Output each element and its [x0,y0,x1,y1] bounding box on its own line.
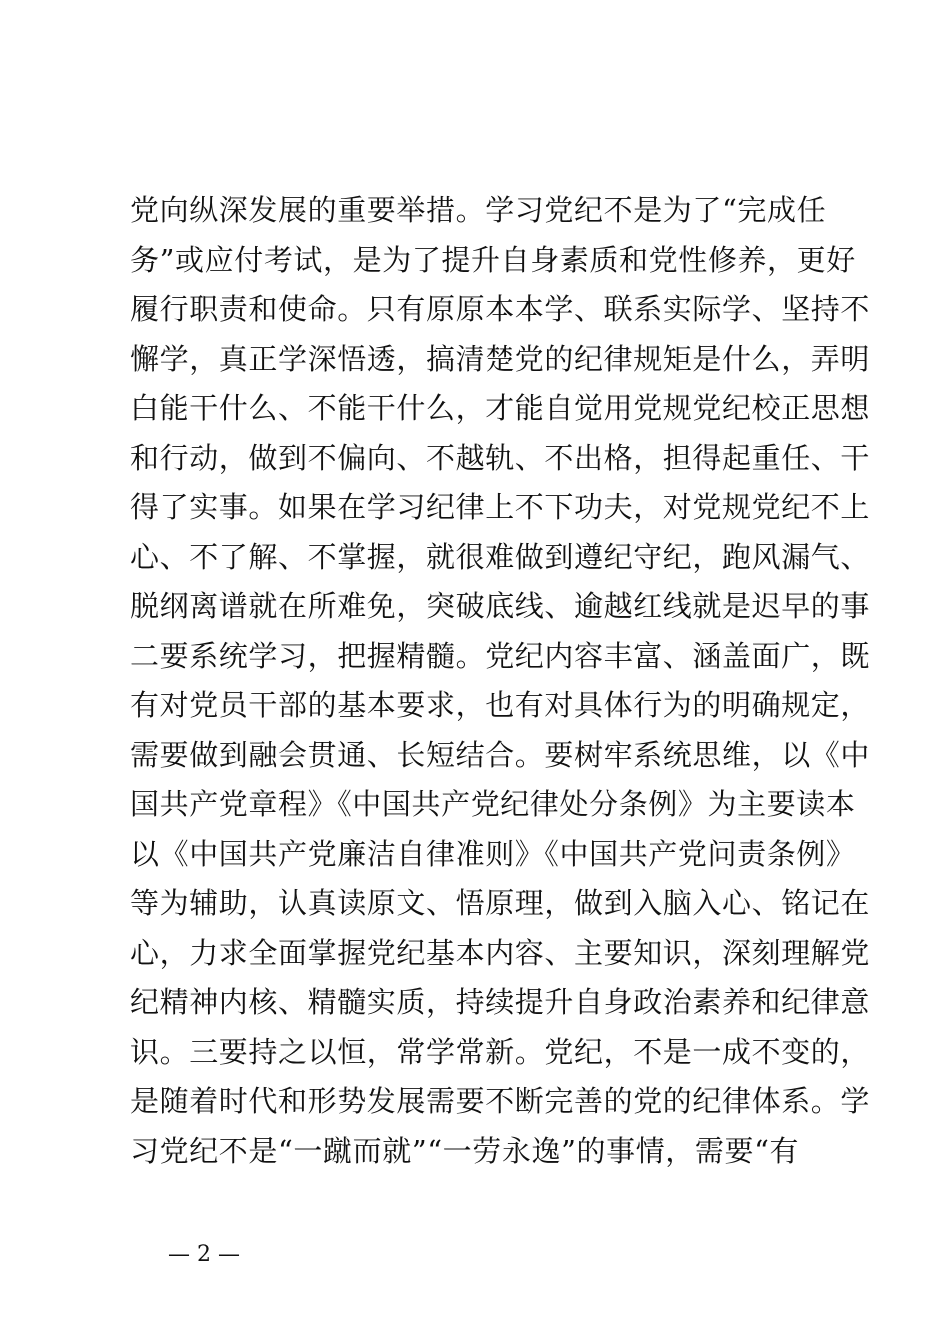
text-line: 和行动，做到不偏向、不越轨、不出格，担得起重任、干 [130,440,871,475]
text-line: 习党纪不是“一蹴而就”“一劳永逸”的事情，需要“有 [130,1133,800,1168]
text-line: 心，力求全面掌握党纪基本内容、主要知识，深刻理解党 [130,935,871,970]
page-number: — 2 — [168,1242,240,1267]
text-line: 心、不了解、不掌握，就很难做到遵纪守纪，跑风漏气、 [130,539,871,574]
text-line: 务”或应付考试，是为了提升自身素质和党性修养，更好 [130,242,856,277]
text-line: 需要做到融会贯通、长短结合。要树牢系统思维，以《中 [130,737,871,772]
text-line: 得了实事。如果在学习纪律上不下功夫，对党规党纪不上 [130,490,871,524]
text-line: 国共产党章程》《中国共产党纪律处分条例》为主要读本 [130,787,856,821]
text-line: 党向纵深发展的重要举措。学习党纪不是为了“完成任 [130,193,827,227]
text-line: 等为辅助，认真读原文、悟原理，做到入脑入心、铭记在 [130,886,871,920]
body-text [130,186,871,1176]
text-line: 履行职责和使命。只有原原本本学、联系实际学、坚持不 [130,292,871,326]
text-line: 识。三要持之以恒，常学常新。党纪，不是一成不变的， [130,1034,871,1069]
text-line: 纪精神内核、精髓实质，持续提升自身政治素养和纪律意 [130,985,871,1019]
text-line: 是随着时代和形势发展需要不断完善的党的纪律体系。学 [130,1084,871,1118]
text-line: 有对党员干部的基本要求，也有对具体行为的明确规定， [130,688,871,722]
text-line: 脱纲离谱就在所难免，突破底线、逾越红线就是迟早的事 [130,589,871,623]
text-line: 白能干什么、不能干什么，才能自觉用党规党纪校正思想 [130,391,871,425]
text-line: 以《中国共产党廉洁自律准则》《中国共产党问责条例》 [130,836,856,871]
text-line: 懈学，真正学深悟透，搞清楚党的纪律规矩是什么，弄明 [130,341,871,376]
text-line: 二要系统学习，把握精髓。党纪内容丰富、涵盖面广，既 [130,638,871,673]
